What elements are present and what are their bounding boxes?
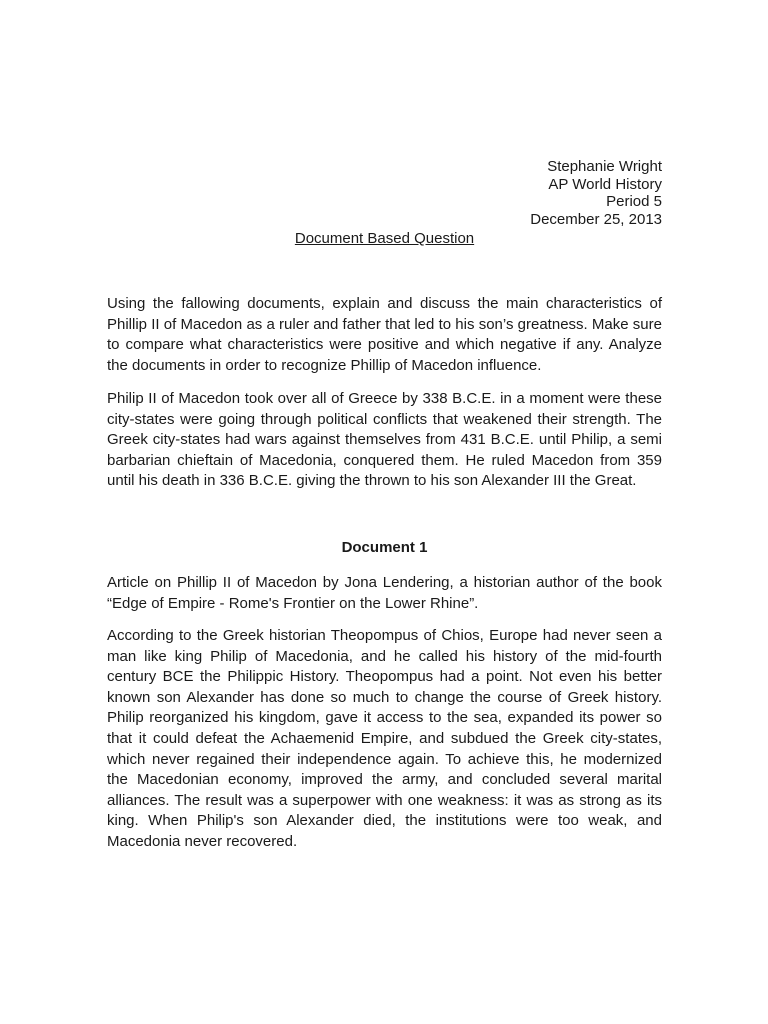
class-period: Period 5 [606, 193, 662, 210]
document-1-source: Article on Phillip II of Macedon by Jona Lendering, a historian author of the book “Edge of Empire - Rome's Frontier on the Lower Rhine”. [107, 574, 662, 612]
document-title-wrapper [107, 230, 662, 247]
header-block [530, 158, 662, 228]
document-date: December 25, 2013 [530, 210, 662, 228]
document-title: Document Based Question [294, 230, 475, 247]
document-1-quote: According to the Greek historian Theopompus of Chios, Europe had never seen a man like king Philip of Macedonia, and he called his history of the mid-fourth century BCE the Philippic History. Theopompus had a point. Not even his better known son Alexander has done so much to change the course of Greek history. Philip reorganized his kingdom, gave it access to the sea, expanded its power so that it could defeat the Achaemenid Empire, and subdued the Greek city-states, which never regained their independence again. To achieve this, he modernized the Macedonian economy, improved the army, and concluded several marital alliances. The result was a superpower with one weakness: it was as strong as its king. When Philip's son Alexander died, the institutions were too weak, and Macedonia never recovered. [107, 627, 662, 850]
course-name: AP World History [548, 175, 662, 193]
author-name: Stephanie Wright [547, 158, 662, 175]
background-paragraph: Philip II of Macedon took over all of Greece by 338 B.C.E. in a moment were these city-states were going through political conflicts that weakened their strength. The Greek city-states had wars against themselves from 431 B.C.E. until Philip, a semi barbarian chieftain of Macedonia, conquered them. He ruled Macedon from 359 until his death in 336 B.C.E. giving the thrown to his son Alexander III the Great. [107, 390, 662, 490]
document-1-heading: Document 1 [341, 539, 428, 556]
intro-paragraph: Using the fallowing documents, explain and discuss the main characteristics of Phillip II of Macedon as a ruler and father that led to his son’s greatness. Make sure to compare what characteristics were positive and which negative if any. Analyze the documents in order to recognize Phillip of Macedon influence. [107, 295, 662, 374]
